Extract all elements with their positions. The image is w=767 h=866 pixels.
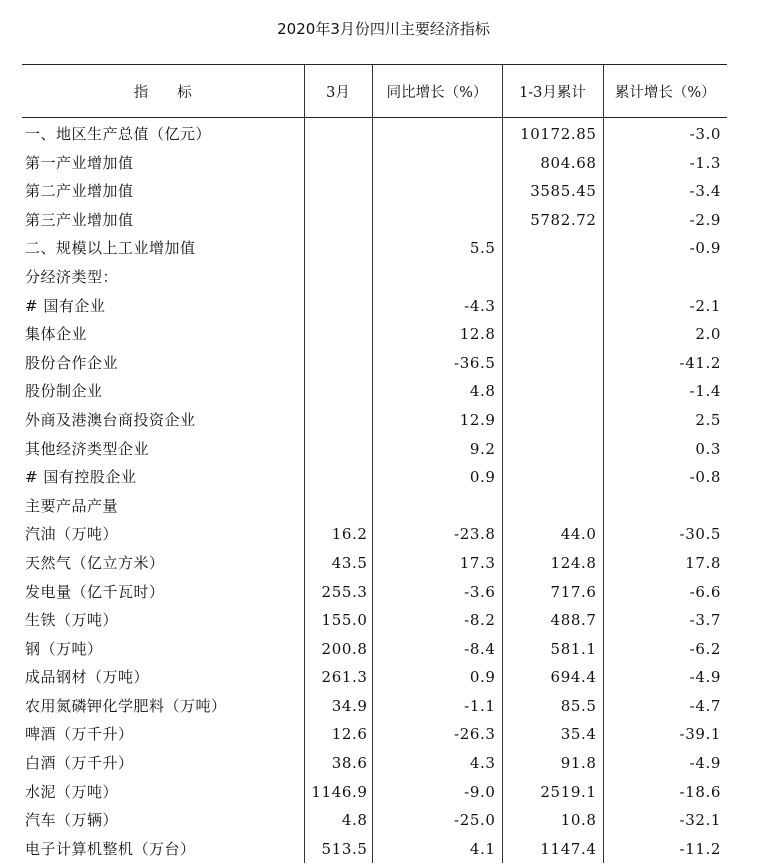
table-row	[22, 406, 727, 435]
cell-indicator: 股份合作企业	[25, 353, 119, 372]
table-row	[22, 749, 727, 778]
cell-yoy	[372, 118, 502, 149]
header-yoy: 同比增长（%）	[372, 65, 502, 118]
cell-indicator: 发电量（亿千瓦时）	[25, 582, 165, 601]
cell-cumulative: 91.8	[502, 749, 603, 778]
table-header	[22, 65, 727, 118]
cell-cumulative-growth: 17.8	[603, 549, 727, 578]
table-row	[22, 606, 727, 635]
header-indicator: 指 标	[22, 65, 304, 118]
cell-indicator: # 国有企业	[25, 296, 106, 315]
cell-cumulative-growth: -11.2	[603, 835, 727, 864]
cell-cumulative: 717.6	[502, 578, 603, 607]
cell-yoy	[372, 492, 502, 521]
cell-cumulative	[502, 463, 603, 492]
table-row	[22, 463, 727, 492]
cell-indicator: # 国有控股企业	[25, 468, 137, 487]
table-row	[22, 177, 727, 206]
cell-cumulative: 85.5	[502, 692, 603, 721]
cell-cumulative-growth: -3.4	[603, 177, 727, 206]
table-row	[22, 692, 727, 721]
cell-cumulative-growth: -1.3	[603, 149, 727, 178]
cell-march	[304, 206, 372, 235]
cell-cumulative-growth: -18.6	[603, 778, 727, 807]
cell-cumulative-growth: -4.9	[603, 749, 727, 778]
cell-yoy: 0.9	[372, 463, 502, 492]
cell-indicator: 集体企业	[25, 325, 88, 344]
cell-cumulative-growth: 2.5	[603, 406, 727, 435]
cell-cumulative-growth: -32.1	[603, 806, 727, 835]
table-row	[22, 835, 727, 864]
cell-yoy: 4.8	[372, 377, 502, 406]
cell-yoy: 5.5	[372, 234, 502, 263]
cell-indicator: 汽车（万辆）	[25, 811, 119, 830]
cell-cumulative-growth: -0.8	[603, 463, 727, 492]
cell-yoy: -3.6	[372, 578, 502, 607]
cell-yoy	[372, 263, 502, 292]
cell-cumulative	[502, 292, 603, 321]
table-row	[22, 578, 727, 607]
table-body	[22, 118, 727, 864]
cell-indicator: 水泥（万吨）	[25, 782, 119, 801]
cell-march: 4.8	[304, 806, 372, 835]
cell-cumulative-growth: -0.9	[603, 234, 727, 263]
cell-march	[304, 492, 372, 521]
table-row	[22, 663, 727, 692]
cell-cumulative	[502, 492, 603, 521]
cell-march	[304, 149, 372, 178]
cell-cumulative: 1147.4	[502, 835, 603, 864]
table-row	[22, 292, 727, 321]
cell-cumulative: 804.68	[502, 149, 603, 178]
header-cumulative: 1-3月累计	[502, 65, 603, 118]
cell-yoy: 4.3	[372, 749, 502, 778]
cell-cumulative-growth: -3.0	[603, 118, 727, 149]
cell-cumulative: 5782.72	[502, 206, 603, 235]
table-row	[22, 806, 727, 835]
cell-yoy: -1.1	[372, 692, 502, 721]
cell-yoy: 0.9	[372, 663, 502, 692]
cell-yoy: 4.1	[372, 835, 502, 864]
cell-cumulative	[502, 406, 603, 435]
cell-indicator: 分经济类型：	[25, 267, 119, 286]
cell-indicator: 一、地区生产总值（亿元）	[25, 125, 212, 143]
cell-cumulative-growth	[603, 492, 727, 521]
table-row	[22, 549, 727, 578]
cell-march	[304, 292, 372, 321]
cell-yoy: 12.8	[372, 320, 502, 349]
cell-yoy: 9.2	[372, 435, 502, 464]
table-row	[22, 520, 727, 549]
cell-cumulative: 10172.85	[502, 118, 603, 149]
cell-march	[304, 377, 372, 406]
cell-yoy	[372, 177, 502, 206]
table-row	[22, 492, 727, 521]
table-row	[22, 720, 727, 749]
cell-indicator: 第一产业增加值	[25, 153, 134, 172]
cell-cumulative-growth: -6.6	[603, 578, 727, 607]
cell-cumulative-growth: -4.9	[603, 663, 727, 692]
cell-cumulative: 3585.45	[502, 177, 603, 206]
table-row	[22, 349, 727, 378]
cell-yoy: 17.3	[372, 549, 502, 578]
table-row	[22, 149, 727, 178]
cell-cumulative-growth: -6.2	[603, 635, 727, 664]
cell-march: 200.8	[304, 635, 372, 664]
table-row	[22, 778, 727, 807]
cell-yoy: -4.3	[372, 292, 502, 321]
cell-indicator: 第三产业增加值	[25, 210, 134, 229]
cell-march: 1146.9	[304, 778, 372, 807]
indicators-table	[22, 64, 727, 863]
cell-march: 261.3	[304, 663, 372, 692]
cell-yoy	[372, 206, 502, 235]
header-row	[22, 65, 727, 118]
table-row	[22, 635, 727, 664]
cell-cumulative-growth: -3.7	[603, 606, 727, 635]
cell-indicator: 第二产业增加值	[25, 182, 134, 201]
cell-cumulative	[502, 263, 603, 292]
cell-indicator: 天然气（亿立方米）	[25, 553, 165, 572]
cell-cumulative-growth: -30.5	[603, 520, 727, 549]
cell-march	[304, 320, 372, 349]
cell-cumulative	[502, 234, 603, 263]
cell-march	[304, 263, 372, 292]
cell-indicator: 二、规模以上工业增加值	[25, 239, 196, 258]
cell-cumulative	[502, 349, 603, 378]
cell-cumulative-growth: 0.3	[603, 435, 727, 464]
cell-indicator: 主要产品产量	[25, 496, 119, 515]
cell-yoy: -23.8	[372, 520, 502, 549]
cell-yoy: -25.0	[372, 806, 502, 835]
cell-march: 255.3	[304, 578, 372, 607]
header-cumulative-growth: 累计增长（%）	[603, 65, 727, 118]
cell-indicator: 农用氮磷钾化学肥料（万吨）	[25, 696, 227, 715]
cell-cumulative-growth: -39.1	[603, 720, 727, 749]
cell-cumulative: 488.7	[502, 606, 603, 635]
cell-indicator: 钢（万吨）	[25, 639, 103, 658]
table-row	[22, 263, 727, 292]
cell-march: 34.9	[304, 692, 372, 721]
cell-cumulative-growth: -1.4	[603, 377, 727, 406]
cell-march	[304, 234, 372, 263]
table-row	[22, 234, 727, 263]
cell-march: 12.6	[304, 720, 372, 749]
cell-cumulative	[502, 320, 603, 349]
cell-indicator: 其他经济类型企业	[25, 439, 150, 458]
table-row	[22, 435, 727, 464]
table-row	[22, 206, 727, 235]
cell-march: 16.2	[304, 520, 372, 549]
cell-march	[304, 463, 372, 492]
cell-cumulative: 2519.1	[502, 778, 603, 807]
cell-cumulative-growth: -2.1	[603, 292, 727, 321]
cell-cumulative	[502, 435, 603, 464]
cell-march: 513.5	[304, 835, 372, 864]
cell-cumulative: 581.1	[502, 635, 603, 664]
cell-yoy: -8.4	[372, 635, 502, 664]
cell-yoy: -36.5	[372, 349, 502, 378]
cell-indicator: 白酒（万千升）	[25, 754, 134, 773]
table-row	[22, 118, 727, 149]
cell-march	[304, 435, 372, 464]
cell-yoy: 12.9	[372, 406, 502, 435]
cell-yoy: -8.2	[372, 606, 502, 635]
cell-indicator: 股份制企业	[25, 382, 103, 401]
cell-cumulative: 10.8	[502, 806, 603, 835]
cell-indicator: 生铁（万吨）	[25, 611, 119, 630]
cell-cumulative-growth	[603, 263, 727, 292]
cell-indicator: 电子计算机整机（万台）	[25, 839, 196, 858]
cell-indicator: 汽油（万吨）	[25, 525, 119, 544]
header-march: 3月	[304, 65, 372, 118]
cell-march: 155.0	[304, 606, 372, 635]
document-title: 2020年3月份四川主要经济指标	[277, 20, 490, 38]
table-row	[22, 377, 727, 406]
cell-cumulative: 35.4	[502, 720, 603, 749]
cell-cumulative	[502, 377, 603, 406]
cell-march: 38.6	[304, 749, 372, 778]
cell-march	[304, 349, 372, 378]
cell-yoy: -26.3	[372, 720, 502, 749]
cell-march	[304, 177, 372, 206]
cell-cumulative-growth: 2.0	[603, 320, 727, 349]
cell-indicator: 啤酒（万千升）	[25, 725, 134, 744]
cell-indicator: 外商及港澳台商投资企业	[25, 410, 196, 429]
cell-yoy	[372, 149, 502, 178]
cell-cumulative-growth: -2.9	[603, 206, 727, 235]
table-row	[22, 320, 727, 349]
cell-indicator: 成品钢材（万吨）	[25, 668, 150, 687]
cell-march	[304, 118, 372, 149]
cell-march: 43.5	[304, 549, 372, 578]
cell-cumulative: 694.4	[502, 663, 603, 692]
cell-cumulative-growth: -4.7	[603, 692, 727, 721]
cell-march	[304, 406, 372, 435]
cell-cumulative: 124.8	[502, 549, 603, 578]
cell-cumulative: 44.0	[502, 520, 603, 549]
cell-yoy: -9.0	[372, 778, 502, 807]
cell-cumulative-growth: -41.2	[603, 349, 727, 378]
